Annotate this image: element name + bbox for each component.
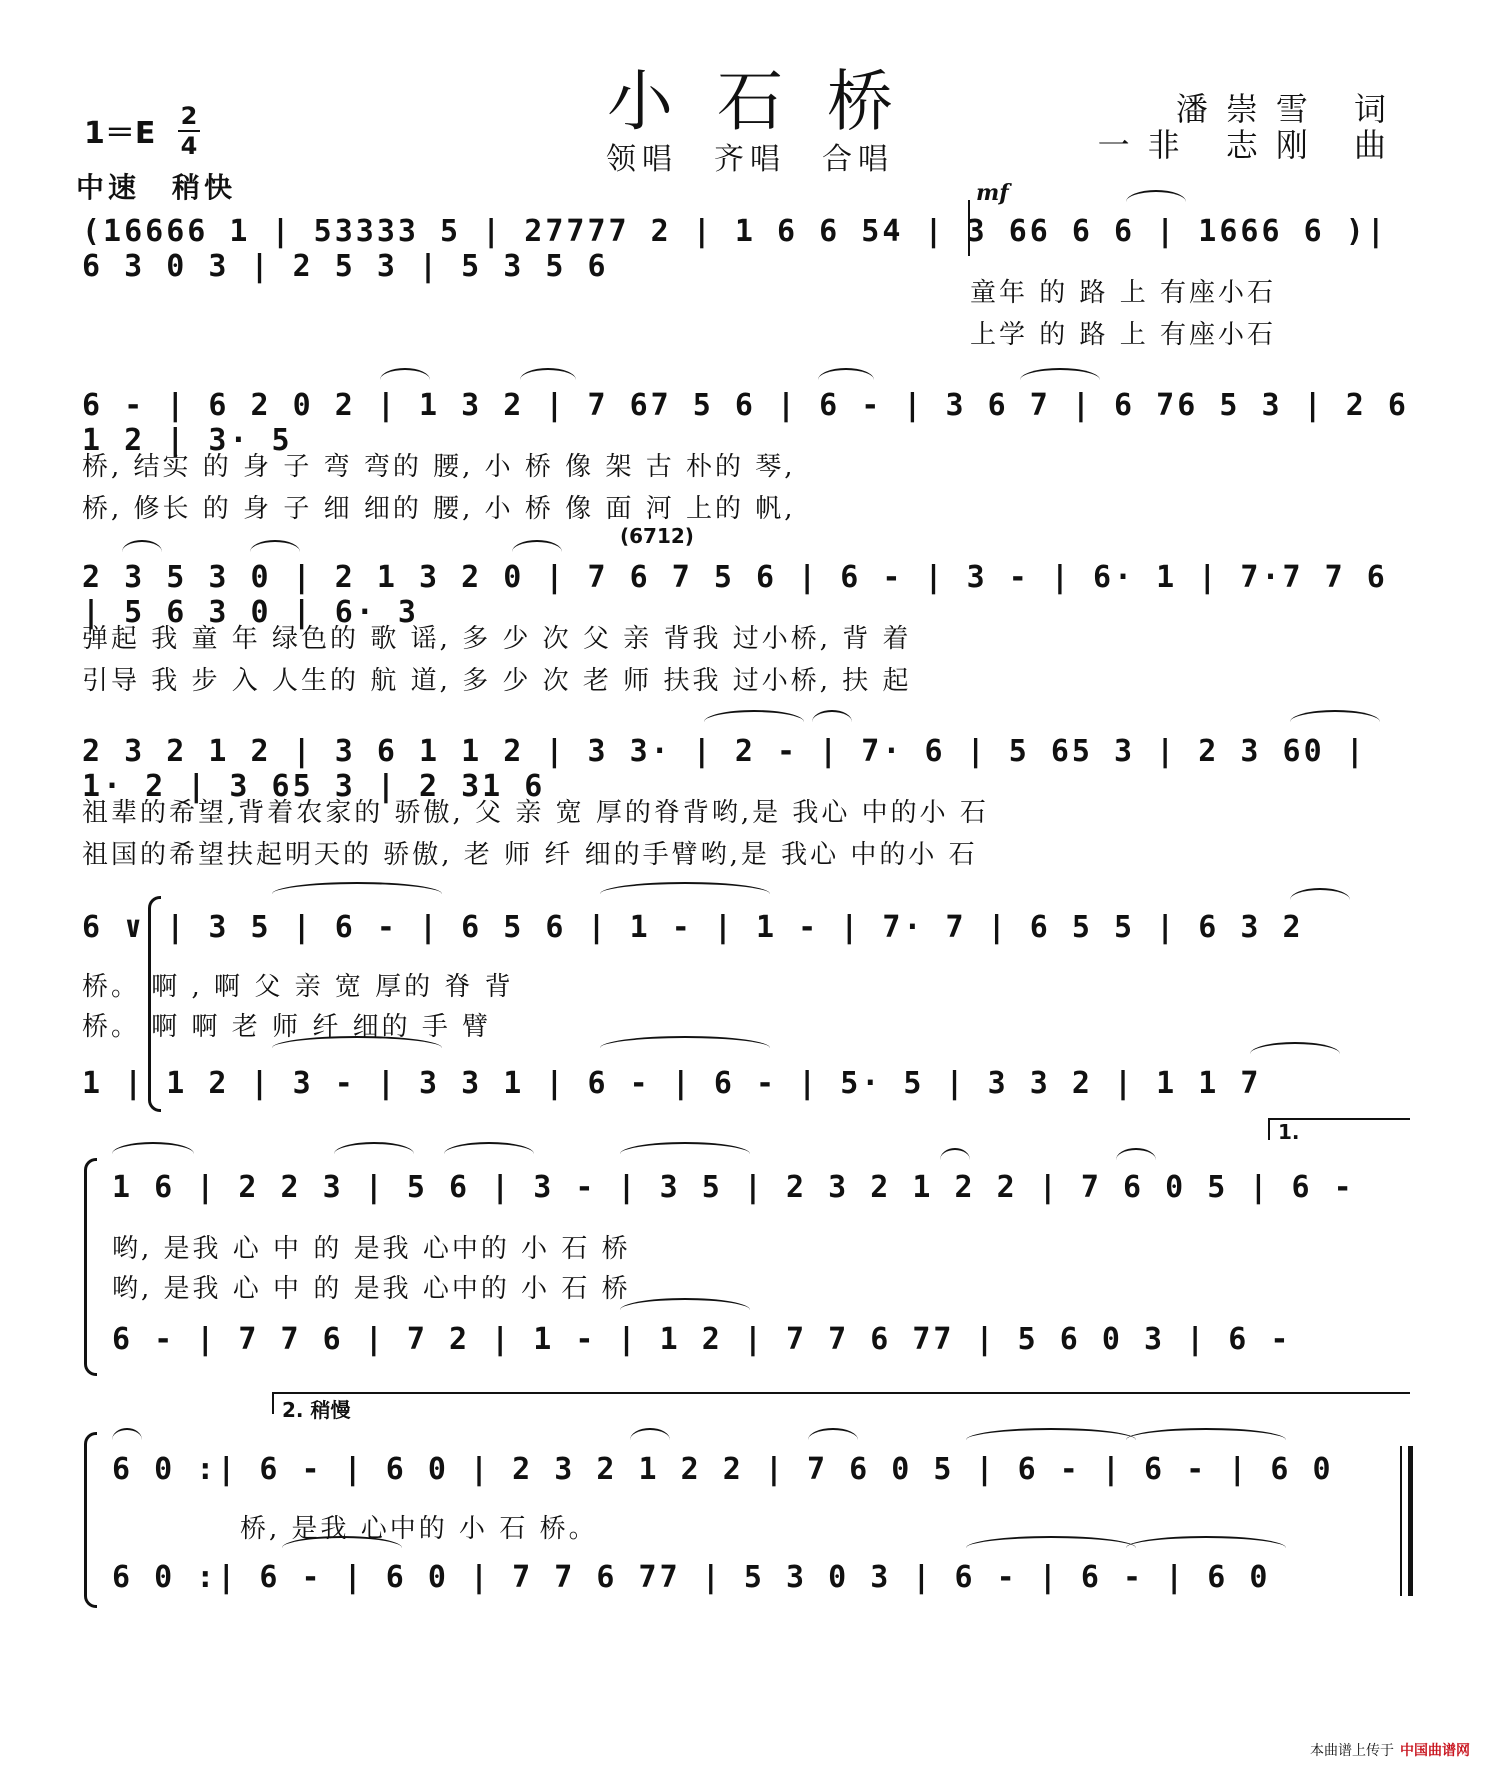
notation-line: 2 3 2 1 2 | 3 6 1 1 2 | 3 3· | 2 - | 7· 6 | 5 65 3 | 2 3 60 | 1· 2 | 3 65 3 | 2 31 6 [82,734,1367,804]
composer-credit: 一非 志刚 曲 [1097,126,1404,164]
slur [1126,1428,1286,1452]
slur [704,710,804,734]
key-signature: 1＝E [84,116,156,151]
tempo-marking: 中速 稍快 [76,171,237,204]
slur [600,1036,770,1060]
footer-text: 本曲谱上传于 [1310,1743,1394,1759]
notation-line-lower: 1 | 1 2 | 3 - | 3 3 1 | 6 - | 6 - | 5· 5 | 3 3 2 | 1 1 7 [82,1066,1262,1101]
slur [272,1036,442,1060]
slur [620,1142,750,1166]
lyrics-verse-2: 桥。 啊 啊 老 师 纤 细的 手 臂 [82,1012,492,1042]
slur [600,882,770,906]
lyrics-verse-2: 祖国的希望扶起明天的 骄傲, 老 师 纤 细的手臂哟,是 我心 中的小 石 [82,840,978,870]
lyrics-verse-1: 弹起 我 童 年 绿色的 歌 谣, 多 少 次 父 亲 背我 过小桥, 背 着 [82,624,912,654]
barline [968,200,970,256]
slur [630,1428,670,1452]
time-signature [174,104,204,158]
final-barline [1400,1446,1413,1596]
second-ending-label: 2. 稍慢 [282,1398,351,1422]
notation-line-upper: 6 ∨ | 3 5 | 6 - | 6 5 6 | 1 - | 1 - | 7· 7 | 6 5 5 | 6 3 2 [82,910,1304,945]
part-brace [84,1158,97,1376]
lyrics-verse-2: 引导 我 步 入 人生的 航 道, 多 少 次 老 师 扶我 过小桥, 扶 起 [82,666,912,696]
slur [940,1148,970,1172]
time-signature-bottom: 4 [180,132,198,160]
lyricist-credit: 潘崇雪 词 [1175,90,1404,128]
dynamic-mf: mf [976,180,1009,206]
song-subtitle: 领唱 齐唱 合唱 [606,142,894,177]
lyrics-verse-1: 祖辈的希望,背着农家的 骄傲, 父 亲 宽 厚的脊背哟,是 我心 中的小 石 [82,798,989,828]
slur [966,1428,1136,1452]
site-logo: 中国曲谱网 [1400,1743,1470,1759]
lyrics-verse-1: 哟, 是我 心 中 的 是我 心中的 小 石 桥 [112,1234,631,1264]
song-title: 小石桥 [607,63,937,140]
slur [272,882,442,906]
slur [966,1536,1136,1560]
lyrics-verse-2: 哟, 是我 心 中 的 是我 心中的 小 石 桥 [112,1274,631,1304]
grace-notes: (6712) [620,524,694,548]
slur [1116,1148,1156,1172]
first-ending [1268,1118,1410,1144]
slur [1250,1042,1340,1066]
lyrics-verse-2: 桥, 修长 的 身 子 细 细的 腰, 小 桥 像 面 河 上的 帆, [82,494,796,524]
slur [1126,190,1186,214]
slur [1126,1536,1286,1560]
slur [112,1142,194,1166]
lyrics-verse-2: 上学 的 路 上 有座小石 [970,320,1277,350]
slur [620,1298,750,1322]
source-footer [1310,1740,1470,1760]
notation-line-lower: 6 - | 7 7 6 | 7 2 | 1 - | 1 2 | 7 7 6 77 | 5 6 0 3 | 6 - [112,1322,1292,1357]
notation-line-upper: 1 6 | 2 2 3 | 5 6 | 3 - | 3 5 | 2 3 2 1 2 2 | 7 6 0 5 | 6 - [112,1170,1355,1205]
notation-line: (16666 1 | 53333 5 | 27777 2 | 1 6 6 54 | 3 66 6 6 | 1666 6 )| 6 3 0 3 | 2 5 3 | 5 3 5 6 [82,214,1388,284]
slur [282,1536,402,1560]
slur [812,710,852,734]
notation-line: 2 3 5 3 0 | 2 1 3 2 0 | 7 6 7 5 6 | 6 - | 3 - | 6· 1 | 7·7 7 6 | 5 6 3 0 | 6· 3 [82,560,1388,630]
slur [1290,710,1380,734]
notation-line: 6 - | 6 2 0 2 | 1 3 2 | 7 67 5 6 | 6 - | 3 6 7 | 6 76 5 3 | 2 6 1 2 | 3· 5 [82,388,1409,458]
lyrics-ending: 桥, 是我 心中的 小 石 桥。 [240,1514,598,1544]
notation-line-lower: 6 0 :| 6 - | 6 0 | 7 7 6 77 | 5 3 0 3 | 6 - | 6 - | 6 0 [112,1560,1271,1595]
slur [444,1142,534,1166]
slur [808,1428,858,1452]
lyrics-verse-1: 桥。 啊 , 啊 父 亲 宽 厚的 脊 背 [82,972,514,1002]
second-ending [272,1392,1410,1422]
lyrics-verse-1: 桥, 结实 的 身 子 弯 弯的 腰, 小 桥 像 架 古 朴的 琴, [82,452,796,482]
notation-line-upper: 6 0 :| 6 - | 6 0 | 2 3 2 1 2 2 | 7 6 0 5 | 6 - | 6 - | 6 0 [112,1452,1334,1487]
slur [112,1428,142,1452]
lyrics-verse-1: 童年 的 路 上 有座小石 [970,278,1277,308]
slur [334,1142,414,1166]
first-ending-label: 1. [1278,1120,1300,1144]
time-signature-top: 2 [180,102,198,130]
slur [1290,888,1350,912]
part-brace [84,1432,97,1608]
